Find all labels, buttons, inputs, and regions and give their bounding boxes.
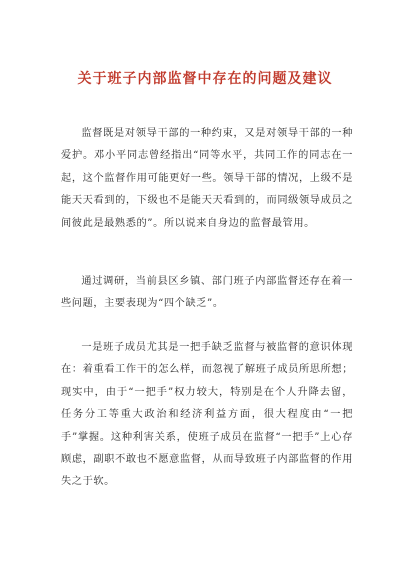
- paragraph-3: 一是班子成员尤其是一把手缺乏监督与被监督的意识体现在：着重看工作干的怎么样，而忽视了解班子成员所思所想；现实中，由于“一把手”权力较大，特别是在个人升降去留，任务分工等重大政治和经济利益方面，很大程度由“一把手”掌握。这种利害关系，使班子成员在监督“一把手”上心存顾虑，副职不敢也不愿意监督，从而导致班子内部监督的作用失之于软。: [61, 342, 353, 488]
- document-title: 关于班子内部监督中存在的问题及建议: [77, 71, 333, 87]
- paragraph-1: 监督既是对领导干部的一种约束，又是对领导干部的一种爱护。邓小平同志曾经指出“同等水平，共同工作的同志在一起，这个监督作用可能更好一些。领导干部的情况，上级不是能天天看到的，下级也不是能天天看到的，而同级领导成员之间彼此是最熟悉的”。所以说来自身边的监督最管用。: [61, 128, 353, 229]
- paragraph-2: 通过调研，当前县区乡镇、部门班子内部监督还存在着一些问题，主要表现为“四个缺乏”。: [61, 276, 353, 310]
